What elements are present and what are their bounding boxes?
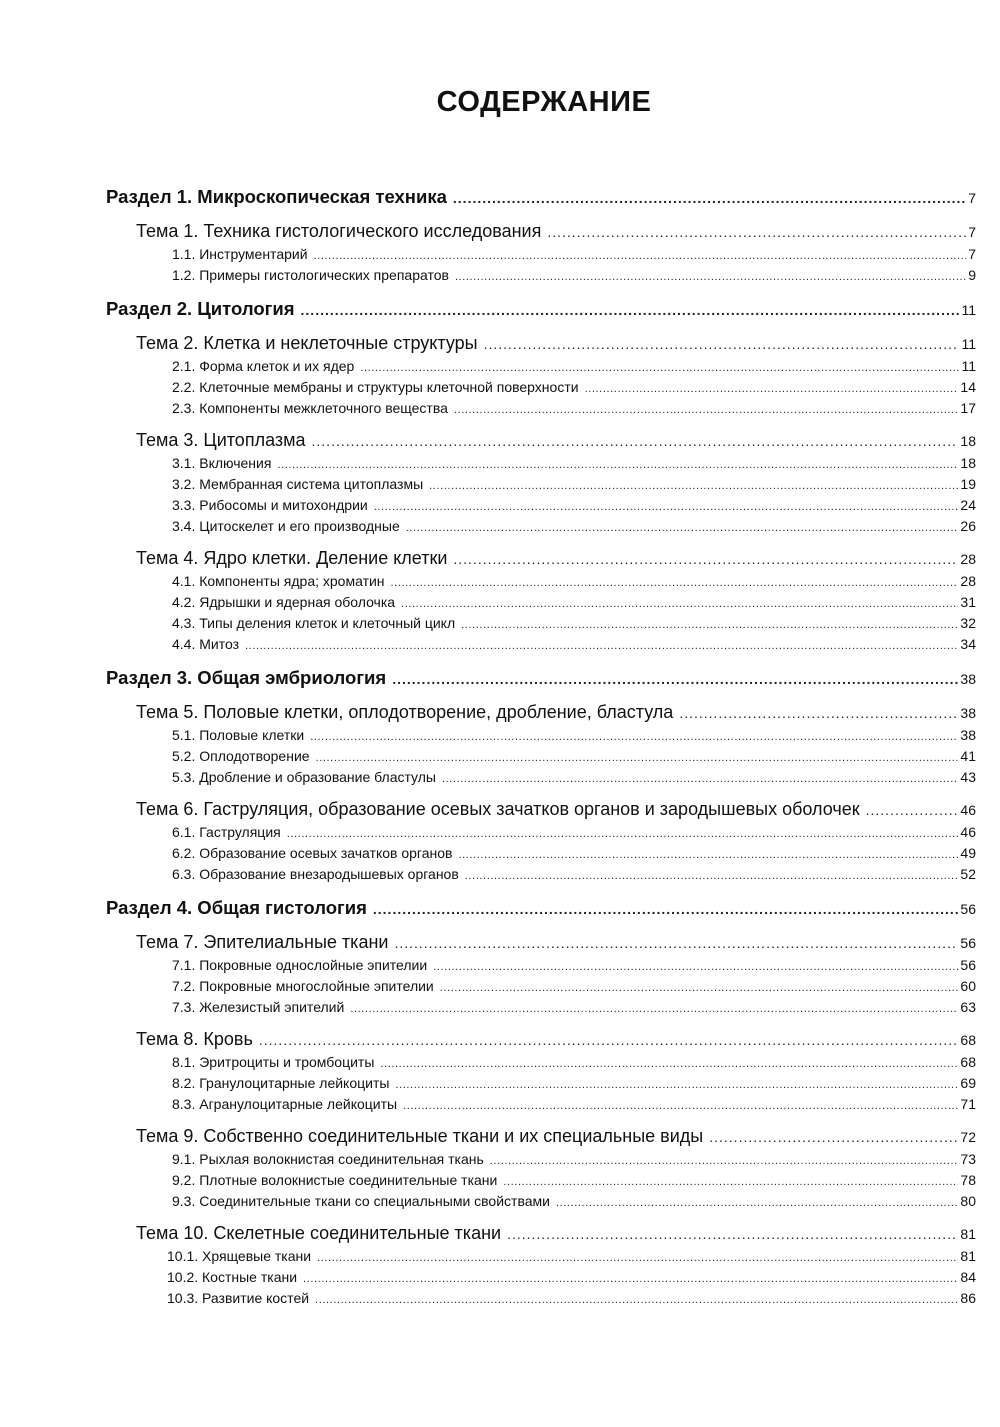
toc-page-number: 84 — [960, 1269, 976, 1285]
toc-entry-title: 2.3. Компоненты межклеточного вещества — [172, 400, 448, 416]
toc-entry-title: 8.1. Эритроциты и тромбоциты — [172, 1054, 375, 1070]
toc-theme-row — [106, 702, 976, 727]
toc-page-number: 7 — [968, 224, 976, 240]
toc-sub-row — [106, 727, 976, 748]
toc-sub-row — [106, 957, 976, 978]
toc-theme-row — [106, 430, 976, 455]
toc-entry-title: 6.3. Образование внезародышевых органов — [172, 866, 459, 882]
table-of-contents — [106, 186, 976, 1311]
dot-leader — [866, 802, 959, 818]
toc-page-number: 11 — [961, 336, 976, 352]
toc-entry-title: 8.2. Гранулоцитарные лейкоциты — [172, 1075, 390, 1091]
toc-entry-title: 3.4. Цитоскелет и его производные — [172, 518, 400, 534]
toc-entry-title: 2.1. Форма клеток и их ядер — [172, 358, 355, 374]
toc-page-number: 46 — [960, 802, 976, 818]
toc-sub-row — [106, 1248, 976, 1269]
toc-section-row — [106, 667, 976, 693]
dot-leader — [391, 577, 959, 589]
toc-entry-title: Тема 7. Эпителиальные ткани — [136, 932, 389, 952]
toc-sub-row — [106, 845, 976, 866]
toc-page-number: 7 — [968, 190, 976, 206]
toc-entry-title: Тема 10. Скелетные соединительные ткани — [136, 1223, 502, 1243]
toc-page-number: 11 — [961, 302, 976, 318]
toc-page-number: 56 — [960, 901, 976, 917]
toc-entry-title: Раздел 3. Общая эмбриология — [106, 667, 387, 688]
toc-page-number: 72 — [960, 1129, 976, 1145]
toc-theme-row — [106, 799, 976, 824]
dot-leader — [310, 731, 958, 743]
toc-sub-row — [106, 1290, 976, 1311]
toc-sub-row — [106, 1193, 976, 1214]
dot-leader — [490, 1155, 959, 1167]
toc-entry-title: 9.3. Соединительные ткани со специальными свойствами — [172, 1193, 550, 1209]
toc-sub-row — [106, 1172, 976, 1193]
dot-leader — [374, 501, 959, 513]
toc-sub-row — [106, 518, 976, 539]
toc-sub-row — [106, 573, 976, 594]
toc-theme-row — [106, 932, 976, 957]
toc-entry-title: 5.1. Половые клетки — [172, 727, 305, 743]
dot-leader — [350, 1003, 958, 1015]
toc-page-number: 18 — [960, 433, 976, 449]
dot-leader — [380, 1058, 958, 1070]
toc-sub-row — [106, 748, 976, 769]
toc-page-number: 52 — [960, 866, 976, 882]
toc-page-number: 11 — [961, 358, 976, 374]
toc-sub-row — [106, 358, 976, 379]
toc-sub-row — [106, 1096, 976, 1117]
toc-entry-title: 9.2. Плотные волокнистые соединительные ткани — [172, 1172, 498, 1188]
toc-entry-title: 3.1. Включения — [172, 455, 272, 471]
toc-entry-title: 5.2. Оплодотворение — [172, 748, 310, 764]
toc-page-number: 68 — [960, 1054, 976, 1070]
dot-leader — [465, 870, 959, 882]
toc-section-row — [106, 298, 976, 324]
toc-sub-row — [106, 455, 976, 476]
toc-page-number: 34 — [960, 636, 976, 652]
dot-leader — [503, 1176, 958, 1188]
toc-entry-title: 3.2. Мембранная система цитоплазмы — [172, 476, 424, 492]
toc-entry-title: 10.1. Хрящевые ткани — [167, 1248, 312, 1264]
toc-page-number: 7 — [968, 246, 976, 262]
toc-page-number: 32 — [960, 615, 976, 631]
toc-theme-row — [106, 333, 976, 358]
toc-entry-title: Тема 5. Половые клетки, оплодотворение, дробление, бластула — [136, 702, 674, 722]
toc-page-number: 80 — [960, 1193, 976, 1209]
toc-page-number: 43 — [960, 769, 976, 785]
toc-page-number: 86 — [960, 1290, 976, 1306]
toc-entry-title: Раздел 2. Цитология — [106, 298, 295, 319]
toc-sub-row — [106, 866, 976, 887]
toc-page-number: 56 — [960, 957, 976, 973]
toc-entry-title: Тема 4. Ядро клетки. Деление клетки — [136, 548, 448, 568]
toc-page-number: 24 — [960, 497, 976, 513]
dot-leader — [245, 640, 958, 652]
toc-page-number: 38 — [960, 727, 976, 743]
toc-entry-title: 6.2. Образование осевых зачатков органов — [172, 845, 453, 861]
toc-theme-row — [106, 1029, 976, 1054]
toc-entry-title: Тема 9. Собственно соединительные ткани и их специальные виды — [136, 1126, 704, 1146]
toc-entry-title: 3.3. Рибосомы и митохондрии — [172, 497, 368, 513]
toc-sub-row — [106, 999, 976, 1020]
dot-leader — [277, 459, 958, 471]
toc-page-number: 49 — [960, 845, 976, 861]
dot-leader — [259, 1032, 959, 1048]
toc-sub-row — [106, 379, 976, 400]
toc-sub-row — [106, 824, 976, 845]
toc-entry-title: 4.4. Митоз — [172, 636, 240, 652]
page-title: СОДЕРЖАНИЕ — [436, 86, 652, 118]
dot-leader — [429, 480, 958, 492]
toc-page-number: 41 — [960, 748, 976, 764]
toc-entry-title: 7.1. Покровные однослойные эпителии — [172, 957, 428, 973]
toc-entry-title: 6.1. Гаструляция — [172, 824, 281, 840]
toc-entry-title: 7.2. Покровные многослойные эпителии — [172, 978, 434, 994]
toc-theme-row — [106, 1223, 976, 1248]
dot-leader — [556, 1197, 958, 1209]
dot-leader — [458, 849, 958, 861]
toc-theme-row — [106, 548, 976, 573]
toc-page-number: 14 — [960, 379, 976, 395]
toc-section-row — [106, 897, 976, 923]
dot-leader — [484, 336, 960, 352]
dot-leader — [392, 671, 958, 687]
toc-entry-title: 9.1. Рыхлая волокнистая соединительная ткань — [172, 1151, 484, 1167]
dot-leader — [453, 551, 958, 567]
toc-section-row — [106, 186, 976, 212]
dot-leader — [679, 705, 958, 721]
toc-entry-title: 1.1. Инструментарий — [172, 246, 308, 262]
toc-page-number: 9 — [968, 267, 976, 283]
toc-entry-title: 2.2. Клеточные мембраны и структуры клеточной поверхности — [172, 379, 579, 395]
toc-page-number: 78 — [960, 1172, 976, 1188]
dot-leader — [403, 1100, 958, 1112]
dot-leader — [314, 250, 967, 262]
toc-page-number: 17 — [960, 400, 976, 416]
toc-entry-title: 5.3. Дробление и образование бластулы — [172, 769, 436, 785]
toc-page-number: 68 — [960, 1032, 976, 1048]
dot-leader — [317, 1252, 958, 1264]
toc-sub-row — [106, 476, 976, 497]
dot-leader — [454, 404, 959, 416]
toc-entry-title: 4.2. Ядрышки и ядерная оболочка — [172, 594, 396, 610]
toc-sub-row — [106, 400, 976, 421]
toc-entry-title: Тема 1. Техника гистологического исследования — [136, 221, 542, 241]
toc-sub-row — [106, 978, 976, 999]
toc-page-number: 28 — [960, 551, 976, 567]
toc-page-number: 60 — [960, 978, 976, 994]
toc-entry-title: 4.3. Типы деления клеток и клеточный цикл — [172, 615, 456, 631]
toc-entry-title: Тема 2. Клетка и неклеточные структуры — [136, 333, 478, 353]
toc-theme-row — [106, 1126, 976, 1151]
toc-sub-row — [106, 1054, 976, 1075]
toc-sub-row — [106, 615, 976, 636]
toc-page-number: 81 — [960, 1248, 976, 1264]
toc-entry-title: 4.1. Компоненты ядра; хроматин — [172, 573, 385, 589]
dot-leader — [312, 433, 959, 449]
toc-sub-row — [106, 1269, 976, 1290]
toc-page-number: 73 — [960, 1151, 976, 1167]
toc-entry-title: Тема 8. Кровь — [136, 1029, 253, 1049]
toc-page-number: 69 — [960, 1075, 976, 1091]
toc-entry-title: 10.3. Развитие костей — [167, 1290, 310, 1306]
dot-leader — [360, 362, 959, 374]
dot-leader — [315, 1294, 958, 1306]
dot-leader — [373, 901, 959, 917]
toc-theme-row — [106, 221, 976, 246]
toc-sub-row — [106, 1075, 976, 1096]
toc-page-number: 18 — [960, 455, 976, 471]
toc-entry-title: Раздел 4. Общая гистология — [106, 897, 367, 918]
dot-leader — [455, 271, 966, 283]
dot-leader — [301, 302, 960, 318]
toc-page-number: 31 — [960, 594, 976, 610]
toc-entry-title: Тема 3. Цитоплазма — [136, 430, 306, 450]
dot-leader — [433, 961, 958, 973]
toc-entry-title: 1.2. Примеры гистологических препаратов — [172, 267, 449, 283]
toc-page-number: 63 — [960, 999, 976, 1015]
toc-page-number: 19 — [960, 476, 976, 492]
toc-sub-row — [106, 267, 976, 288]
toc-sub-row — [106, 769, 976, 790]
dot-leader — [709, 1129, 958, 1145]
toc-page-number: 26 — [960, 518, 976, 534]
dot-leader — [453, 190, 966, 206]
dot-leader — [395, 1079, 958, 1091]
toc-sub-row — [106, 636, 976, 657]
dot-leader — [440, 982, 959, 994]
toc-page-number: 38 — [960, 705, 976, 721]
dot-leader — [287, 828, 959, 840]
toc-page-number: 38 — [960, 671, 976, 687]
toc-entry-title: 8.3. Агранулоцитарные лейкоциты — [172, 1096, 398, 1112]
dot-leader — [507, 1226, 958, 1242]
toc-sub-row — [106, 497, 976, 518]
dot-leader — [406, 522, 959, 534]
toc-page-number: 81 — [960, 1226, 976, 1242]
toc-sub-row — [106, 1151, 976, 1172]
dot-leader — [303, 1273, 958, 1285]
dot-leader — [316, 752, 959, 764]
toc-page-number: 28 — [960, 573, 976, 589]
dot-leader — [394, 935, 958, 951]
toc-page-number: 56 — [960, 935, 976, 951]
toc-sub-row — [106, 246, 976, 267]
dot-leader — [442, 773, 958, 785]
toc-entry-title: 10.2. Костные ткани — [167, 1269, 298, 1285]
toc-entry-title: Тема 6. Гаструляция, образование осевых зачатков органов и зародышевых оболочек — [136, 799, 860, 819]
toc-sub-row — [106, 594, 976, 615]
toc-page-number: 46 — [960, 824, 976, 840]
dot-leader — [547, 224, 966, 240]
toc-entry-title: Раздел 1. Микроскопическая техника — [106, 186, 447, 207]
toc-entry-title: 7.3. Железистый эпителий — [172, 999, 345, 1015]
dot-leader — [401, 598, 958, 610]
dot-leader — [461, 619, 958, 631]
toc-page-number: 71 — [960, 1096, 976, 1112]
dot-leader — [585, 383, 959, 395]
